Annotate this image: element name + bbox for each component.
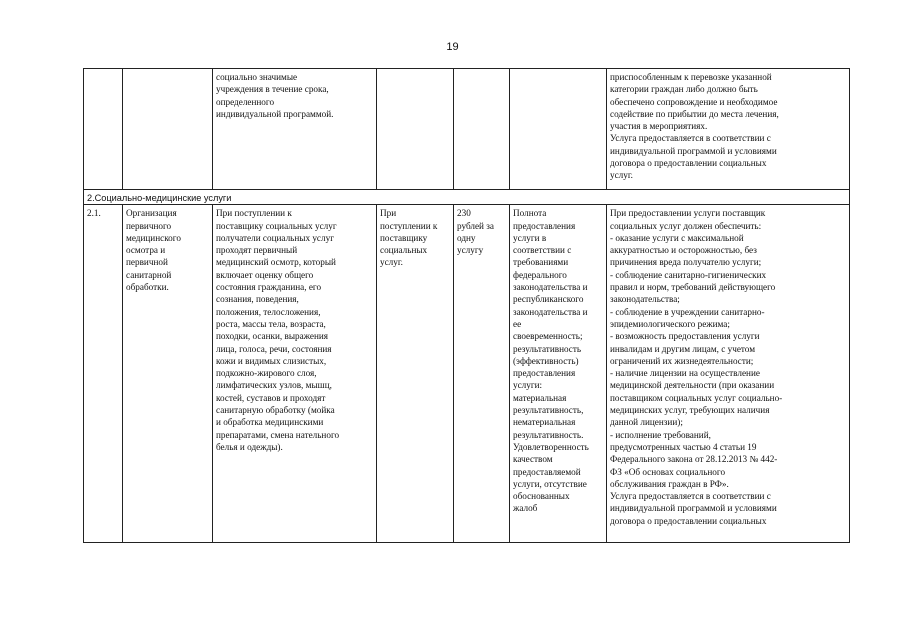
text-line: поставщику социальных услуг [216, 220, 337, 231]
text-line: законодательства и [513, 306, 588, 317]
text-line: ограничений их жизнедеятельности; [610, 355, 754, 366]
cell-price [454, 205, 510, 543]
text-line: результативность. [513, 429, 584, 440]
text-line: роста, массы тела, возраста, [216, 318, 326, 329]
services-table [83, 68, 850, 543]
text-line: Услуга предоставляется в соответствии с [610, 133, 771, 144]
text-line: приспособленным к перевозке указанной [610, 72, 772, 82]
text-line: качеством [513, 454, 553, 465]
text-line: учреждения в течение срока, [216, 84, 329, 95]
cell-conditions [607, 69, 850, 190]
page-number: 19 [446, 41, 459, 53]
text-line: осмотра и [126, 245, 166, 256]
text-line: определенного [216, 96, 275, 107]
text-line: При поступлении к [216, 208, 292, 219]
text-line: - оказание услуги с максимальной [610, 232, 744, 243]
cell-number [84, 69, 123, 190]
text-line: требованиями [513, 257, 569, 268]
text-line: эпидемиологического режима; [610, 318, 730, 329]
text-line: предоставления [513, 220, 576, 231]
text-line: Услуга предоставляется в соответствии с [610, 491, 771, 502]
text-line: - возможность предоставления услуги [610, 331, 760, 342]
cell-name [123, 69, 213, 190]
text-line: санитарную обработку (мойка [216, 405, 335, 416]
text-line: услуг. [380, 257, 403, 268]
text-line: поставщику [380, 232, 428, 243]
text-line: данной лицензии); [610, 417, 683, 428]
text-line: обоснованных [513, 491, 570, 502]
text-line: услуг. [610, 170, 633, 181]
text-line: поступлении к [380, 220, 438, 231]
text-line: При предоставлении услуги поставщик [610, 208, 766, 219]
text-line: лица, голоса, речи, состояния [216, 343, 332, 354]
text-line: Организация [126, 208, 177, 219]
text-line: республиканского [513, 294, 584, 305]
text-line: ФЗ «Об основах социального [610, 466, 726, 477]
text-line: медицинского [126, 232, 181, 243]
text-line: первичного [126, 220, 172, 231]
cell-timing [377, 69, 454, 190]
text-line: - соблюдение санитарно-гигиенических [610, 269, 767, 280]
cell-description [213, 205, 377, 543]
text-line: включает оценку общего [216, 269, 314, 280]
text-line: федерального [513, 269, 567, 280]
text-line: предоставляемой [513, 466, 581, 477]
text-line: одну [457, 232, 476, 243]
text-line: получатели социальных услуг [216, 232, 334, 243]
text-line: костей, суставов и проходят [216, 392, 326, 403]
text-line: обслуживания граждан в РФ». [610, 478, 729, 489]
text-line: услуги, отсутствие [513, 478, 587, 489]
text-line: материальная [513, 392, 567, 403]
text-line: инвалидам и другим лицам, с учетом [610, 343, 756, 354]
text-line: Полнота [513, 208, 547, 219]
text-line: - соблюдение в учреждении санитарно- [610, 306, 765, 317]
text-line: своевременность; [513, 331, 583, 342]
text-line: поставщиком социальных услуг социально- [610, 392, 783, 403]
text-line: сознания, поведения, [216, 294, 299, 305]
text-line: соответствии с [513, 245, 572, 256]
text-line: результативность, [513, 405, 584, 416]
text-line: - наличие лицензии на осуществление [610, 368, 760, 379]
text-line: содействие по прибытии до места лечения, [610, 108, 779, 119]
text-line: законодательства и [513, 282, 588, 293]
cell-description [213, 69, 377, 190]
cell-number: 2.1. [84, 205, 123, 543]
text-line: социальных [380, 245, 428, 256]
cell-timing [377, 205, 454, 543]
cell-quality [510, 69, 607, 190]
text-line: первичной [126, 257, 168, 268]
text-line: препаратами, смена нательного [216, 429, 340, 440]
text-line: законодательства; [610, 294, 680, 305]
text-line: социально значимые [216, 72, 298, 82]
text-line: (эффективность) [513, 355, 579, 366]
text-line: медицинских услуг, требующих наличия [610, 405, 770, 416]
section-heading-row [84, 190, 850, 205]
text-line: белья и одежды). [216, 441, 283, 452]
text-line: санитарной [126, 269, 172, 280]
text-line: При [380, 208, 397, 219]
text-line: социальных услуг должен обеспечить: [610, 220, 762, 231]
text-line: медицинский осмотр, который [216, 257, 336, 268]
text-line: - исполнение требований, [610, 429, 711, 440]
text-line: индивидуальной программой. [216, 108, 334, 119]
text-line: аккуратностью и осторожностью, без [610, 245, 757, 256]
text-line: индивидуальной программой и условиями [610, 145, 777, 156]
text-line: Федерального закона от 28.12.2013 № 442- [610, 454, 778, 465]
text-line: категории граждан либо должно быть [610, 84, 758, 95]
text-line: положения, телосложения, [216, 306, 321, 317]
text-line: правил и норм, требований действующего [610, 282, 776, 293]
text-line: результативность [513, 343, 582, 354]
text-line: договора о предоставлении социальных [610, 515, 767, 526]
cell-conditions [607, 205, 850, 543]
text-line: походки, осанки, выражения [216, 331, 329, 342]
text-line: обработки. [126, 282, 169, 293]
text-line: причинения вреда получателю услуги; [610, 257, 762, 268]
text-line: участия в мероприятиях. [610, 121, 708, 132]
text-line: состояния гражданина, его [216, 282, 322, 293]
table-row-service [84, 205, 850, 543]
text-line: жалоб [513, 503, 538, 514]
text-line: медицинской деятельности (при оказании [610, 380, 775, 391]
text-line: услуги в [513, 232, 547, 243]
text-line: кожи и видимых слизистых, [216, 355, 327, 366]
text-line: индивидуальной программой и условиями [610, 503, 777, 514]
cell-quality [510, 205, 607, 543]
text-line: рублей за [457, 220, 494, 231]
text-line: 230 [457, 208, 471, 219]
text-line: лимфатических узлов, мышц, [216, 380, 332, 391]
text-line: предусмотренных частью 4 статьи 19 [610, 441, 757, 452]
text-line: предоставления [513, 368, 576, 379]
text-line: подкожно-жирового слоя, [216, 368, 317, 379]
text-line: ее [513, 318, 522, 329]
text-line: проходят первичный [216, 245, 298, 256]
text-line: и обработка медицинскими [216, 417, 324, 428]
text-line: обеспечено сопровождение и необходимое [610, 96, 778, 107]
text-line: Удовлетворенность [513, 441, 589, 452]
text-line: договора о предоставлении социальных [610, 158, 767, 169]
cell-name [123, 205, 213, 543]
text-line: нематериальная [513, 417, 576, 428]
text-line: услугу [457, 245, 484, 256]
text-line: услуги: [513, 380, 543, 391]
section-heading: 2.Социально-медицинские услуги [84, 190, 850, 205]
table-row-continued [84, 69, 850, 190]
cell-price [454, 69, 510, 190]
